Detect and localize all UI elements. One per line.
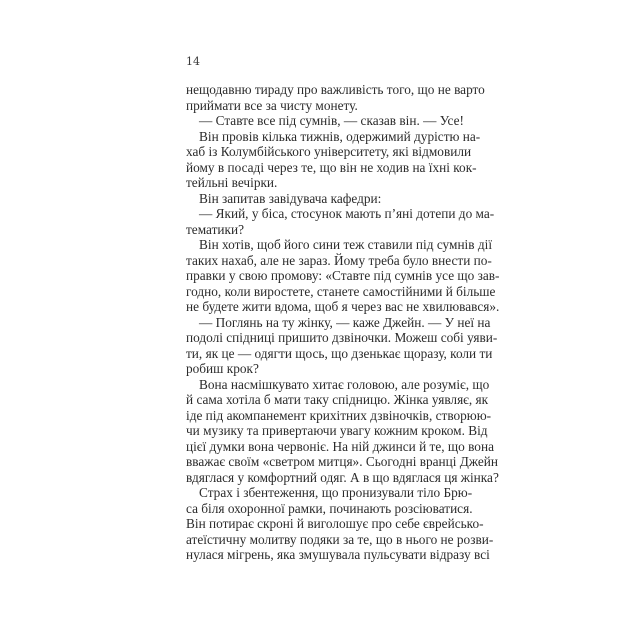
text-line: хаб із Колумбійського університету, які відмовили xyxy=(186,144,472,159)
text-line: Він хотів, щоб його сини теж ставили під сумнів дії xyxy=(199,237,493,252)
page-number: 14 xyxy=(186,55,200,68)
text-line: тейльні вечірки. xyxy=(186,175,278,190)
text-line: Вона насмішкувато хитає головою, але розуміє, що xyxy=(199,376,490,392)
text-line: нещодавню тираду про важливість того, що не варто xyxy=(186,82,485,97)
text-line: робиш крок? xyxy=(186,361,259,376)
text-line: са біля охоронної рамки, починають розсіюватися. xyxy=(186,500,473,516)
text-line: тематики? xyxy=(186,221,244,237)
text-line: таких нахаб, але не зараз. Йому треба було внести по- xyxy=(186,252,492,268)
text-line: подолі спідниці пришито дзвіночки. Можеш собі уяви- xyxy=(186,330,498,345)
text-line: йому в посаді через те, що він не ходив на їхні кок- xyxy=(186,159,477,175)
text-line: Страх і збентеження, що пронизували тіло Брю- xyxy=(199,485,473,500)
text-line: вважає своїм «светром митця». Сьогодні вранці Джейн xyxy=(186,454,499,469)
text-line: — Який, у біса, стосунок мають п’яні дотепи до ма- xyxy=(199,206,495,221)
text-line: ти, як це — одягти щось, що дзенькає щоразу, коли ти xyxy=(186,345,493,361)
body-text xyxy=(186,82,500,563)
text-line: цієї думки вона червоніє. На ній джинси й те, що вона xyxy=(186,438,494,454)
text-line: — Поглянь на ту жінку, — каже Джейн. — У неї на xyxy=(199,314,491,330)
text-line: Він потирає скроні й виголошує про себе єврейсько- xyxy=(186,516,484,531)
text-line: годно, коли виростете, станете самостійними й більше xyxy=(186,283,496,299)
text-line: Він запитав завідувача кафедри: xyxy=(199,190,382,206)
text-line: — Ставте все під сумнів, — сказав він. — Усе! xyxy=(199,113,464,128)
text-line: нулася мігрень, яка змушувала пульсувати відразу всі xyxy=(186,547,490,562)
text-line: й сама хотіла б мати таку спідницю. Жінка уявляє, як xyxy=(186,392,489,407)
text-line: іде під акомпанемент крихітних дзвіночків, створюю- xyxy=(186,407,492,423)
text-line: вдяглася у комфортний одяг. А в що вдяглася ця жінка? xyxy=(186,469,499,485)
text-line: атеїстичну молитву подяки за те, що в нього не розви- xyxy=(186,531,494,547)
text-line: приймати все за чисту монету. xyxy=(186,97,358,113)
text-line: не будете жити вдома, щоб я через вас не хвилювався». xyxy=(186,299,500,314)
text-line: правки у свою промову: «Ставте під сумнів усе що зав- xyxy=(186,268,500,283)
text-line: Він провів кілька тижнів, одержимий дурістю на- xyxy=(199,128,481,144)
text-line: чи музику та привертаючи увагу кожним кроком. Від xyxy=(186,423,488,438)
